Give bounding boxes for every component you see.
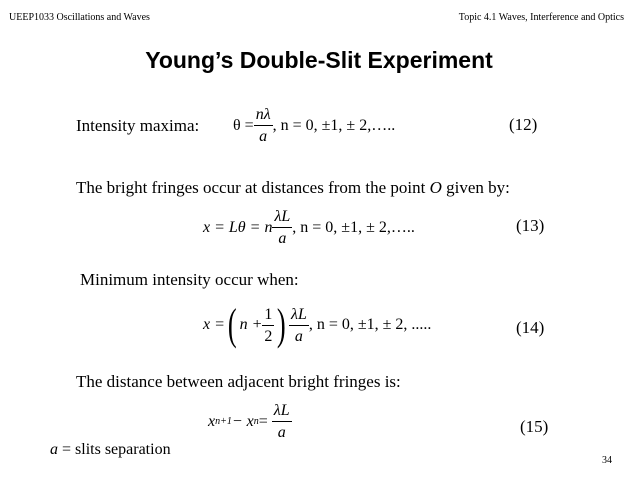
equation-13 xyxy=(203,206,415,249)
intensity-maxima-label: Intensity maxima: xyxy=(76,116,200,135)
eq14-numerator: λL xyxy=(289,304,309,326)
eq14-condition: , n = 0, ±1, ± 2, ..... xyxy=(308,316,432,333)
eq15-fraction xyxy=(272,400,292,443)
eq13-fraction xyxy=(272,206,292,249)
bright-fringes-text xyxy=(76,178,510,198)
right-paren: ) xyxy=(277,300,287,349)
eq13-lhs: x = Lθ = n xyxy=(203,218,273,236)
equation-15 xyxy=(208,400,292,443)
eq12-numerator: nλ xyxy=(254,104,273,126)
fringe-distance-text: The distance between adjacent bright fringes is: xyxy=(76,372,401,391)
slide-title: Young’s Double-Slit Experiment xyxy=(145,47,493,73)
eq12-denominator: a xyxy=(259,128,268,145)
note-text: = slits separation xyxy=(58,441,171,458)
equation-14 xyxy=(203,300,432,349)
eq15-sub-n: n xyxy=(253,416,259,427)
eq13-condition: , n = 0, ±1, ± 2,….. xyxy=(292,218,415,236)
header-topic: Topic 4.1 Waves, Interference and Optics xyxy=(458,12,624,23)
eq15-x1: x xyxy=(208,412,216,430)
header-course: UEEP1033 Oscillations and Waves xyxy=(9,12,150,23)
equation-number-13: (13) xyxy=(516,216,545,235)
point-o: O xyxy=(429,178,442,197)
page-number: 34 xyxy=(602,455,612,466)
equation-number-14: (14) xyxy=(516,318,545,337)
eq13-denominator: a xyxy=(278,230,287,247)
left-paren: ( xyxy=(227,300,237,349)
eq12-fraction xyxy=(254,104,273,147)
bright-fringes-text-after: given by: xyxy=(441,178,510,197)
eq13-numerator: λL xyxy=(272,206,292,228)
slit-separation-note xyxy=(50,441,171,459)
eq15-minus-x: − x xyxy=(231,412,254,430)
eq14-fraction xyxy=(289,304,309,347)
eq14-half xyxy=(262,304,274,347)
equation-number-15: (15) xyxy=(520,417,549,436)
equation-12 xyxy=(233,104,395,147)
minimum-intensity-text: Minimum intensity occur when: xyxy=(80,270,299,289)
eq12-condition: , n = 0, ±1, ± 2,….. xyxy=(272,116,396,134)
note-var-a: a xyxy=(50,441,58,458)
eq12-lhs: θ = xyxy=(233,116,254,134)
equation-number-12: (12) xyxy=(509,115,538,134)
eq15-equals: = xyxy=(258,412,268,430)
bright-fringes-text-before: The bright fringes occur at distances from the point xyxy=(76,178,430,197)
eq14-half-denominator: 2 xyxy=(264,327,273,345)
eq14-half-numerator: 1 xyxy=(262,304,274,326)
eq14-denominator: a xyxy=(294,327,303,345)
eq14-lhs: x = xyxy=(203,316,225,333)
eq15-sub-n-plus-1: n+1 xyxy=(215,416,232,427)
eq15-denominator: a xyxy=(277,424,286,441)
eq14-inner: n + xyxy=(239,316,263,333)
eq15-numerator: λL xyxy=(272,400,292,422)
